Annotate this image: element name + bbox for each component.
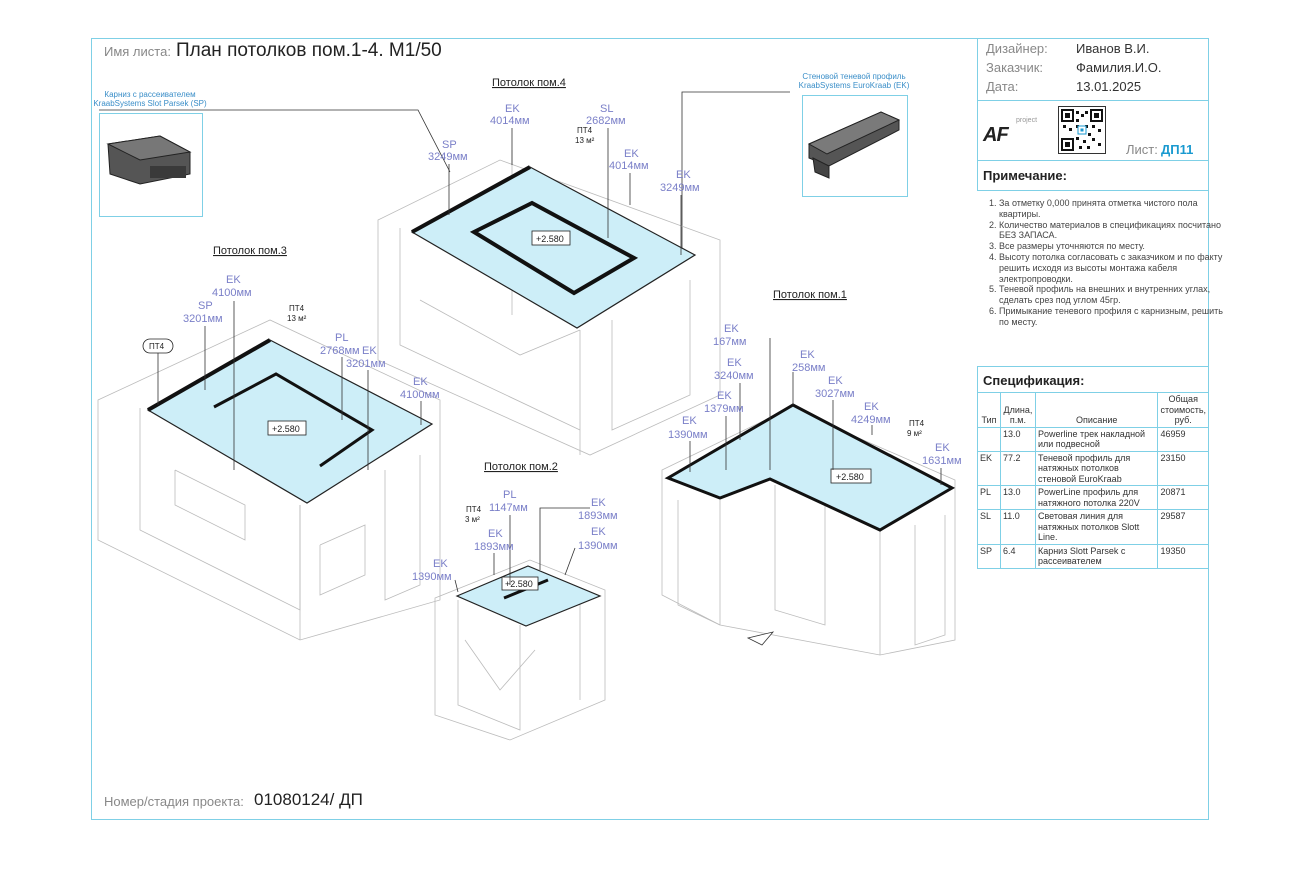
- company-logo: AF: [983, 124, 1008, 146]
- room-3-type: ПТ4: [289, 304, 305, 313]
- cell-cost: 46959: [1158, 427, 1209, 451]
- note-item: 6. Примыкание теневого профиля с карнизным, решить по месту.: [999, 306, 1225, 328]
- cell-cost: 29587: [1158, 510, 1209, 545]
- room-2-area: 3 м²: [465, 515, 480, 524]
- dim-value: 1379мм: [704, 403, 744, 415]
- room-1-level: +2.580: [836, 472, 864, 482]
- cell-type: EK: [978, 451, 1001, 486]
- cell-type: SL: [978, 510, 1001, 545]
- spec-col-length: Длина, п.м.: [1000, 393, 1035, 428]
- room-3: [98, 245, 440, 640]
- dim-type: EK: [800, 349, 815, 361]
- cell-cost: 20871: [1158, 486, 1209, 510]
- client-label: Заказчик:: [986, 60, 1044, 75]
- room-2-type: ПТ4: [466, 505, 482, 514]
- dim-type: EK: [676, 169, 691, 181]
- dim-value: 4100мм: [400, 389, 440, 401]
- leader-line: [565, 548, 575, 575]
- leader-line: [99, 110, 450, 172]
- cell-description: Powerline трек накладной или подвесной: [1035, 427, 1158, 451]
- dim-type: EK: [362, 345, 377, 357]
- room-2-title: Потолок пом.2: [484, 461, 558, 473]
- dim-type: EK: [591, 497, 606, 509]
- cell-description: Карниз Slott Parsek с рассеивателем: [1035, 544, 1158, 568]
- cell-description: Световая линия для натяжных потолков Slott Line.: [1035, 510, 1158, 545]
- dim-value: 1631мм: [922, 455, 962, 467]
- note-item: 1. За отметку 0,000 принята отметка чистого пола квартиры.: [999, 198, 1225, 220]
- cell-cost: 23150: [1158, 451, 1209, 486]
- dim-type: EK: [864, 401, 879, 413]
- dim-value: 1147мм: [489, 502, 528, 514]
- spec-col-type: Тип: [978, 393, 1001, 428]
- dim-type: SP: [442, 139, 457, 151]
- dim-value: 3249мм: [428, 151, 468, 163]
- leader-line: [682, 92, 790, 258]
- room-4-area: 13 м²: [575, 136, 595, 145]
- dim-type: EK: [505, 103, 520, 115]
- sheet-title: План потолков пом.1-4. М1/50: [176, 40, 442, 61]
- dim-type: EK: [488, 528, 503, 540]
- dim-value: 258мм: [792, 362, 826, 374]
- dim-value: 4014мм: [490, 115, 530, 127]
- wall-line: [612, 280, 690, 430]
- dim-type: EK: [727, 357, 742, 369]
- cell-description: Теневой профиль для натяжных потолков стеновой EuroKraab: [1035, 451, 1158, 486]
- designer-label: Дизайнер:: [986, 41, 1048, 56]
- dim-value: 1390мм: [668, 429, 708, 441]
- dim-type: EK: [226, 274, 241, 286]
- dim-type: SP: [198, 300, 213, 312]
- cell-length: 13.0: [1000, 427, 1035, 451]
- note-item: 3. Все размеры уточняются по месту.: [999, 241, 1225, 252]
- dim-type: EK: [935, 442, 950, 454]
- dim-value: 3027мм: [815, 388, 855, 400]
- wall-line: [320, 525, 365, 595]
- north-arrow-icon: [748, 632, 773, 645]
- room-1-title: Потолок пом.1: [773, 289, 847, 301]
- note-item: 4. Высоту потолка согласовать с заказчиком и по факту решить исходя из высоты монтажа кабеля электропроводки.: [999, 252, 1225, 284]
- room-4-ceiling: [412, 167, 695, 328]
- project-value: 01080124/ ДП: [254, 790, 363, 809]
- spec-title: Спецификация:: [983, 373, 1085, 388]
- dim-value: 2682мм: [586, 115, 626, 127]
- legend-ek-caption: Стеновой теневой профиль KraabSystems EuroKraab (EK): [798, 72, 910, 90]
- client-value: Фамилия.И.О.: [1076, 60, 1162, 75]
- dim-value: 3201мм: [183, 313, 223, 325]
- dim-value: 167мм: [713, 336, 747, 348]
- cell-cost: 19350: [1158, 544, 1209, 568]
- wall-line: [465, 640, 535, 690]
- dim-type: EK: [624, 148, 639, 160]
- designer-value: Иванов В.И.: [1076, 41, 1150, 56]
- notes-title: Примечание:: [983, 168, 1067, 183]
- dim-type: EK: [724, 323, 739, 335]
- cell-length: 11.0: [1000, 510, 1035, 545]
- dim-type: EK: [717, 390, 732, 402]
- room-4-title: Потолок пом.4: [492, 77, 566, 89]
- note-item: 5. Теневой профиль на внешних и внутренних углах, сделать срез под углом 45гр.: [999, 284, 1225, 306]
- dim-value: 1893мм: [578, 510, 618, 522]
- cell-type: SP: [978, 544, 1001, 568]
- cell-type: PL: [978, 486, 1001, 510]
- wall-line: [915, 515, 945, 645]
- wall-line: [775, 485, 825, 625]
- dim-value: 3249мм: [660, 182, 700, 194]
- spec-col-cost: Общая стоимость, руб.: [1158, 393, 1209, 428]
- cell-length: 13.0: [1000, 486, 1035, 510]
- sheet-number-value: ДП11: [1161, 142, 1194, 157]
- legend-sp-caption: Карниз с рассеивателем KraabSystems Slot Parsek (SP): [93, 90, 207, 108]
- dim-type: EK: [591, 526, 606, 538]
- dim-type: EK: [413, 376, 428, 388]
- dim-type: PL: [503, 489, 517, 501]
- dim-value: 3240мм: [714, 370, 754, 382]
- company-logo-sub: project: [1016, 117, 1038, 124]
- dim-value: 2768мм: [320, 345, 360, 357]
- project-label: Номер/стадия проекта:: [104, 794, 244, 809]
- dim-value: 4249мм: [851, 414, 891, 426]
- cell-length: 77.2: [1000, 451, 1035, 486]
- dim-value: 4014мм: [609, 160, 649, 172]
- dim-type: SL: [600, 103, 614, 115]
- room-1-area: 9 м²: [907, 429, 922, 438]
- spec-col-description: Описание: [1035, 393, 1158, 428]
- room-3-title: Потолок пом.3: [213, 245, 287, 257]
- sheet-label: Имя листа:: [104, 44, 171, 59]
- date-label: Дата:: [986, 79, 1019, 94]
- room-4-type: ПТ4: [577, 126, 593, 135]
- cell-description: PowerLine профиль для натяжного потолка 220V: [1035, 486, 1158, 510]
- dim-value: 1893мм: [474, 541, 514, 553]
- dim-value: 4100мм: [212, 287, 252, 299]
- cell-length: 6.4: [1000, 544, 1035, 568]
- wall-line: [175, 470, 245, 540]
- room-4-level: +2.580: [536, 234, 564, 244]
- room-1-type: ПТ4: [909, 419, 925, 428]
- room-2: [412, 461, 618, 740]
- room-2-level: +2.580: [505, 579, 533, 589]
- dim-value: 1390мм: [578, 540, 618, 552]
- room-3-tag-label: ПТ4: [149, 342, 165, 351]
- dim-value: 1390мм: [412, 571, 452, 583]
- dim-type: EK: [433, 558, 448, 570]
- room-3-level: +2.580: [272, 424, 300, 434]
- dim-value: 3201мм: [346, 358, 386, 370]
- dim-type: PL: [335, 332, 349, 344]
- date-value: 13.01.2025: [1076, 79, 1142, 94]
- dim-type: EK: [828, 375, 843, 387]
- room-1: [662, 289, 962, 655]
- room-2-ceiling: [457, 566, 600, 626]
- sheet-number-label: Лист:: [1126, 142, 1158, 157]
- dim-type: EK: [682, 415, 697, 427]
- note-item: 2. Количество материалов в спецификациях посчитано БЕЗ ЗАПАСА.: [999, 220, 1225, 242]
- room-3-area: 13 м²: [287, 314, 307, 323]
